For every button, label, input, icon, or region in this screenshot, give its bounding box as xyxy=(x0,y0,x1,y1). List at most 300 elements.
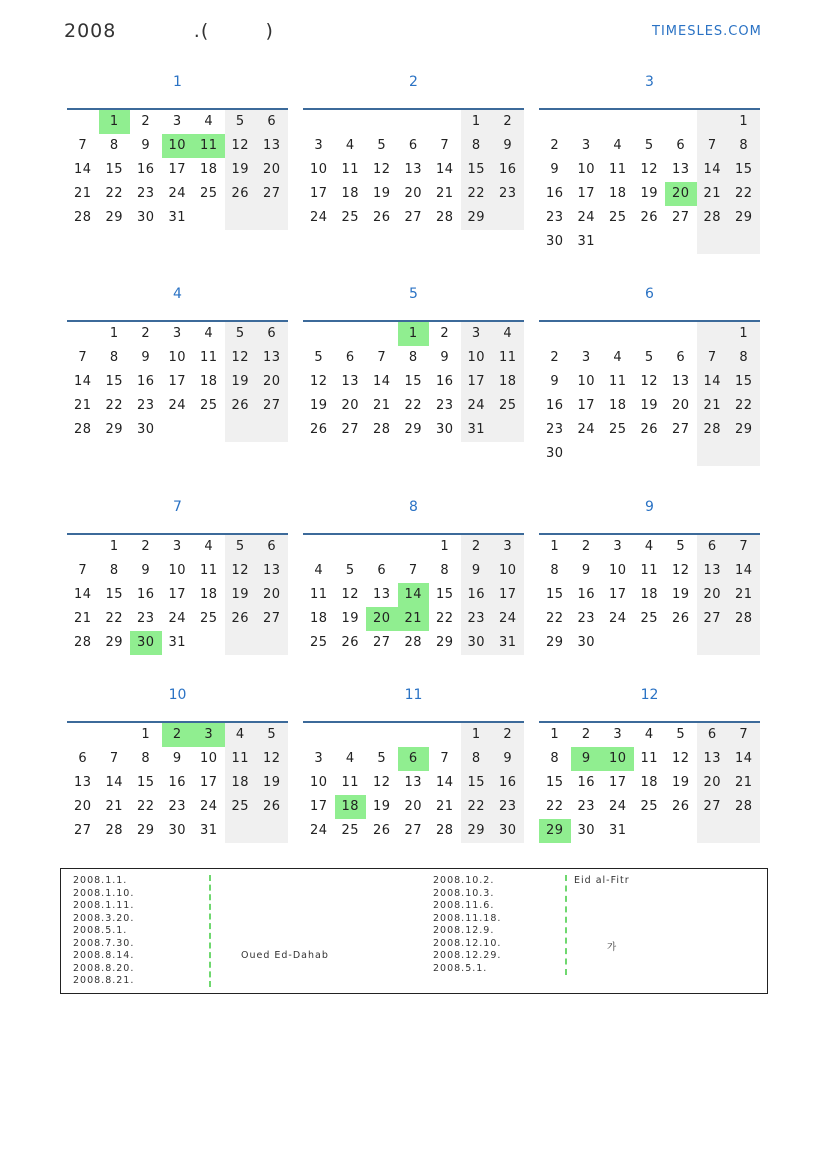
day-cell[interactable]: 17 xyxy=(309,186,328,201)
day-cell[interactable]: 2 xyxy=(581,727,591,742)
day-cell[interactable]: 24 xyxy=(461,394,493,418)
brand-logo[interactable]: TIMESLES.COM xyxy=(652,24,762,39)
day-cell[interactable]: 24 xyxy=(168,186,187,201)
day-cell[interactable]: 19 xyxy=(640,398,659,413)
day-cell[interactable]: 29 xyxy=(404,422,423,437)
day-cell[interactable]: 2 xyxy=(461,535,493,559)
day-cell[interactable]: 3 xyxy=(172,326,182,341)
day-cell[interactable]: 2 xyxy=(141,539,151,554)
day-cell[interactable]: 5 xyxy=(314,350,324,365)
day-cell[interactable]: 23 xyxy=(435,398,454,413)
day-cell[interactable]: 26 xyxy=(225,394,257,418)
day-cell[interactable]: 4 xyxy=(644,727,654,742)
day-cell[interactable]: 15 xyxy=(728,370,760,394)
day-cell[interactable]: 10 xyxy=(461,346,493,370)
day-cell[interactable]: 3 xyxy=(613,539,623,554)
day-cell[interactable]: 13 xyxy=(256,559,288,583)
day-cell[interactable]: 9 xyxy=(461,559,493,583)
day-cell[interactable]: 6 xyxy=(398,747,430,771)
day-cell[interactable]: 17 xyxy=(461,370,493,394)
day-cell[interactable]: 19 xyxy=(225,370,257,394)
day-cell[interactable]: 11 xyxy=(309,587,328,602)
day-cell[interactable]: 24 xyxy=(309,823,328,838)
day-cell[interactable]: 9 xyxy=(172,751,182,766)
day-cell[interactable]: 8 xyxy=(109,350,119,365)
day-cell[interactable]: 11 xyxy=(193,134,225,158)
day-cell[interactable]: 11 xyxy=(199,350,218,365)
day-cell[interactable]: 4 xyxy=(204,539,214,554)
day-cell[interactable]: 15 xyxy=(105,162,124,177)
day-cell[interactable]: 19 xyxy=(372,799,391,814)
day-cell[interactable]: 21 xyxy=(728,583,760,607)
day-cell[interactable]: 14 xyxy=(435,162,454,177)
day-cell[interactable]: 17 xyxy=(577,398,596,413)
day-cell[interactable]: 18 xyxy=(199,587,218,602)
day-cell[interactable]: 4 xyxy=(492,322,524,346)
day-cell[interactable]: 22 xyxy=(105,398,124,413)
day-cell[interactable]: 26 xyxy=(372,210,391,225)
day-cell[interactable]: 20 xyxy=(404,799,423,814)
day-cell[interactable]: 9 xyxy=(141,563,151,578)
day-cell[interactable]: 9 xyxy=(581,563,591,578)
day-cell[interactable]: 3 xyxy=(314,751,324,766)
day-cell[interactable]: 15 xyxy=(461,158,493,182)
day-cell[interactable]: 28 xyxy=(697,206,729,230)
day-cell[interactable]: 15 xyxy=(105,374,124,389)
day-cell[interactable]: 30 xyxy=(136,422,155,437)
day-cell[interactable]: 8 xyxy=(109,138,119,153)
day-cell[interactable]: 23 xyxy=(577,799,596,814)
day-cell[interactable]: 7 xyxy=(408,563,418,578)
day-cell[interactable]: 10 xyxy=(309,775,328,790)
day-cell[interactable]: 27 xyxy=(372,635,391,650)
day-cell[interactable]: 15 xyxy=(404,374,423,389)
day-cell[interactable]: 20 xyxy=(256,158,288,182)
day-cell[interactable]: 3 xyxy=(314,138,324,153)
day-cell[interactable]: 18 xyxy=(335,795,367,819)
day-cell[interactable]: 10 xyxy=(577,162,596,177)
day-cell[interactable]: 13 xyxy=(404,162,423,177)
day-cell[interactable]: 24 xyxy=(309,210,328,225)
day-cell[interactable]: 1 xyxy=(550,727,560,742)
day-cell[interactable]: 22 xyxy=(461,795,493,819)
day-cell[interactable]: 27 xyxy=(256,607,288,631)
day-cell[interactable]: 24 xyxy=(492,607,524,631)
day-cell[interactable]: 19 xyxy=(256,771,288,795)
day-cell[interactable]: 13 xyxy=(671,374,690,389)
day-cell[interactable]: 21 xyxy=(435,799,454,814)
day-cell[interactable]: 28 xyxy=(728,795,760,819)
day-cell[interactable]: 10 xyxy=(602,747,634,771)
day-cell[interactable]: 18 xyxy=(199,162,218,177)
day-cell[interactable]: 6 xyxy=(408,138,418,153)
day-cell[interactable]: 4 xyxy=(613,350,623,365)
day-cell[interactable]: 17 xyxy=(608,587,627,602)
day-cell[interactable]: 19 xyxy=(671,587,690,602)
day-cell[interactable]: 5 xyxy=(377,751,387,766)
day-cell[interactable]: 10 xyxy=(168,350,187,365)
day-cell[interactable]: 2 xyxy=(162,723,194,747)
day-cell[interactable]: 21 xyxy=(728,771,760,795)
day-cell[interactable]: 30 xyxy=(545,446,564,461)
day-cell[interactable]: 9 xyxy=(492,747,524,771)
day-cell[interactable]: 9 xyxy=(141,350,151,365)
day-cell[interactable]: 6 xyxy=(377,563,387,578)
day-cell[interactable]: 3 xyxy=(492,535,524,559)
day-cell[interactable]: 27 xyxy=(697,795,729,819)
day-cell[interactable]: 24 xyxy=(608,611,627,626)
day-cell[interactable]: 8 xyxy=(728,134,760,158)
day-cell[interactable]: 7 xyxy=(377,350,387,365)
day-cell[interactable]: 25 xyxy=(492,394,524,418)
day-cell[interactable]: 9 xyxy=(492,134,524,158)
day-cell[interactable]: 3 xyxy=(193,723,225,747)
day-cell[interactable]: 14 xyxy=(697,370,729,394)
day-cell[interactable]: 18 xyxy=(608,398,627,413)
day-cell[interactable]: 22 xyxy=(728,394,760,418)
day-cell[interactable]: 16 xyxy=(492,158,524,182)
day-cell[interactable]: 31 xyxy=(608,823,627,838)
day-cell[interactable]: 16 xyxy=(577,775,596,790)
day-cell[interactable]: 19 xyxy=(309,398,328,413)
day-cell[interactable]: 4 xyxy=(204,114,214,129)
day-cell[interactable]: 15 xyxy=(136,775,155,790)
day-cell[interactable]: 23 xyxy=(545,210,564,225)
day-cell[interactable]: 26 xyxy=(671,611,690,626)
day-cell[interactable]: 19 xyxy=(341,611,360,626)
day-cell[interactable]: 18 xyxy=(608,186,627,201)
day-cell[interactable]: 10 xyxy=(577,374,596,389)
day-cell[interactable]: 24 xyxy=(577,422,596,437)
day-cell[interactable]: 21 xyxy=(697,182,729,206)
day-cell[interactable]: 25 xyxy=(199,611,218,626)
day-cell[interactable]: 18 xyxy=(341,186,360,201)
day-cell[interactable]: 5 xyxy=(225,535,257,559)
day-cell[interactable]: 29 xyxy=(545,635,564,650)
day-cell[interactable]: 16 xyxy=(492,771,524,795)
day-cell[interactable]: 10 xyxy=(492,559,524,583)
day-cell[interactable]: 21 xyxy=(73,398,92,413)
day-cell[interactable]: 4 xyxy=(613,138,623,153)
day-cell[interactable]: 22 xyxy=(545,799,564,814)
day-cell[interactable]: 25 xyxy=(199,186,218,201)
day-cell[interactable]: 30 xyxy=(461,631,493,655)
day-cell[interactable]: 30 xyxy=(577,635,596,650)
day-cell[interactable]: 22 xyxy=(461,182,493,206)
day-cell[interactable]: 2 xyxy=(440,326,450,341)
day-cell[interactable]: 14 xyxy=(105,775,124,790)
day-cell[interactable]: 28 xyxy=(105,823,124,838)
day-cell[interactable]: 17 xyxy=(168,374,187,389)
day-cell[interactable]: 14 xyxy=(73,587,92,602)
day-cell[interactable]: 24 xyxy=(168,398,187,413)
day-cell[interactable]: 1 xyxy=(99,110,131,134)
day-cell[interactable]: 13 xyxy=(671,162,690,177)
day-cell[interactable]: 3 xyxy=(581,350,591,365)
day-cell[interactable]: 12 xyxy=(225,134,257,158)
day-cell[interactable]: 28 xyxy=(73,422,92,437)
day-cell[interactable]: 27 xyxy=(341,422,360,437)
day-cell[interactable]: 15 xyxy=(545,587,564,602)
day-cell[interactable]: 26 xyxy=(225,607,257,631)
day-cell[interactable]: 10 xyxy=(199,751,218,766)
day-cell[interactable]: 16 xyxy=(545,186,564,201)
day-cell[interactable]: 16 xyxy=(545,398,564,413)
day-cell[interactable]: 26 xyxy=(372,823,391,838)
day-cell[interactable]: 21 xyxy=(398,607,430,631)
day-cell[interactable]: 18 xyxy=(199,374,218,389)
day-cell[interactable]: 17 xyxy=(577,186,596,201)
day-cell[interactable]: 27 xyxy=(73,823,92,838)
day-cell[interactable]: 9 xyxy=(440,350,450,365)
day-cell[interactable]: 19 xyxy=(640,186,659,201)
day-cell[interactable]: 29 xyxy=(105,422,124,437)
day-cell[interactable]: 17 xyxy=(309,799,328,814)
day-cell[interactable]: 15 xyxy=(545,775,564,790)
day-cell[interactable]: 23 xyxy=(577,611,596,626)
day-cell[interactable]: 29 xyxy=(435,635,454,650)
day-cell[interactable]: 26 xyxy=(640,422,659,437)
day-cell[interactable]: 14 xyxy=(697,158,729,182)
day-cell[interactable]: 22 xyxy=(105,186,124,201)
day-cell[interactable]: 25 xyxy=(640,611,659,626)
day-cell[interactable]: 6 xyxy=(256,535,288,559)
day-cell[interactable]: 29 xyxy=(728,418,760,442)
day-cell[interactable]: 12 xyxy=(372,775,391,790)
day-cell[interactable]: 13 xyxy=(256,346,288,370)
day-cell[interactable]: 20 xyxy=(697,583,729,607)
day-cell[interactable]: 29 xyxy=(461,206,493,230)
day-cell[interactable]: 25 xyxy=(608,422,627,437)
day-cell[interactable]: 18 xyxy=(492,370,524,394)
day-cell[interactable]: 28 xyxy=(73,210,92,225)
day-cell[interactable]: 6 xyxy=(78,751,88,766)
day-cell[interactable]: 7 xyxy=(78,350,88,365)
day-cell[interactable]: 4 xyxy=(345,751,355,766)
day-cell[interactable]: 10 xyxy=(608,563,627,578)
day-cell[interactable]: 14 xyxy=(73,374,92,389)
day-cell[interactable]: 1 xyxy=(109,326,119,341)
day-cell[interactable]: 9 xyxy=(550,374,560,389)
day-cell[interactable]: 16 xyxy=(136,587,155,602)
day-cell[interactable]: 1 xyxy=(398,322,430,346)
day-cell[interactable]: 19 xyxy=(225,583,257,607)
day-cell[interactable]: 5 xyxy=(644,350,654,365)
day-cell[interactable]: 18 xyxy=(640,587,659,602)
day-cell[interactable]: 14 xyxy=(398,583,430,607)
day-cell[interactable]: 13 xyxy=(73,775,92,790)
day-cell[interactable]: 30 xyxy=(130,631,162,655)
day-cell[interactable]: 7 xyxy=(697,134,729,158)
day-cell[interactable]: 2 xyxy=(141,114,151,129)
day-cell[interactable]: 11 xyxy=(608,162,627,177)
day-cell[interactable]: 13 xyxy=(256,134,288,158)
day-cell[interactable]: 1 xyxy=(461,723,493,747)
day-cell[interactable]: 31 xyxy=(168,210,187,225)
day-cell[interactable]: 8 xyxy=(550,563,560,578)
day-cell[interactable]: 5 xyxy=(225,322,257,346)
day-cell[interactable]: 5 xyxy=(676,727,686,742)
day-cell[interactable]: 27 xyxy=(671,210,690,225)
day-cell[interactable]: 6 xyxy=(256,322,288,346)
day-cell[interactable]: 31 xyxy=(577,234,596,249)
day-cell[interactable]: 28 xyxy=(728,607,760,631)
day-cell[interactable]: 23 xyxy=(492,795,524,819)
day-cell[interactable]: 4 xyxy=(225,723,257,747)
day-cell[interactable]: 31 xyxy=(199,823,218,838)
day-cell[interactable]: 1 xyxy=(728,322,760,346)
day-cell[interactable]: 17 xyxy=(168,587,187,602)
day-cell[interactable]: 1 xyxy=(109,539,119,554)
day-cell[interactable]: 12 xyxy=(372,162,391,177)
day-cell[interactable]: 22 xyxy=(105,611,124,626)
day-cell[interactable]: 4 xyxy=(644,539,654,554)
day-cell[interactable]: 7 xyxy=(440,138,450,153)
day-cell[interactable]: 17 xyxy=(168,162,187,177)
day-cell[interactable]: 3 xyxy=(461,322,493,346)
day-cell[interactable]: 25 xyxy=(225,795,257,819)
day-cell[interactable]: 6 xyxy=(345,350,355,365)
day-cell[interactable]: 19 xyxy=(372,186,391,201)
day-cell[interactable]: 12 xyxy=(225,559,257,583)
day-cell[interactable]: 23 xyxy=(136,398,155,413)
day-cell[interactable]: 19 xyxy=(225,158,257,182)
day-cell[interactable]: 7 xyxy=(78,138,88,153)
day-cell[interactable]: 4 xyxy=(314,563,324,578)
day-cell[interactable]: 29 xyxy=(136,823,155,838)
day-cell[interactable]: 27 xyxy=(671,422,690,437)
day-cell[interactable]: 31 xyxy=(168,635,187,650)
day-cell[interactable]: 18 xyxy=(225,771,257,795)
day-cell[interactable]: 21 xyxy=(697,394,729,418)
day-cell[interactable]: 12 xyxy=(671,751,690,766)
day-cell[interactable]: 1 xyxy=(461,110,493,134)
day-cell[interactable]: 21 xyxy=(73,611,92,626)
day-cell[interactable]: 25 xyxy=(309,635,328,650)
day-cell[interactable]: 31 xyxy=(461,418,493,442)
day-cell[interactable]: 29 xyxy=(105,635,124,650)
day-cell[interactable]: 22 xyxy=(545,611,564,626)
day-cell[interactable]: 14 xyxy=(435,775,454,790)
day-cell[interactable]: 12 xyxy=(225,346,257,370)
day-cell[interactable]: 31 xyxy=(492,631,524,655)
day-cell[interactable]: 29 xyxy=(728,206,760,230)
day-cell[interactable]: 1 xyxy=(440,539,450,554)
day-cell[interactable]: 7 xyxy=(109,751,119,766)
day-cell[interactable]: 17 xyxy=(199,775,218,790)
day-cell[interactable]: 27 xyxy=(256,182,288,206)
day-cell[interactable]: 30 xyxy=(136,210,155,225)
day-cell[interactable]: 5 xyxy=(377,138,387,153)
day-cell[interactable]: 23 xyxy=(545,422,564,437)
day-cell[interactable]: 14 xyxy=(728,747,760,771)
day-cell[interactable]: 13 xyxy=(341,374,360,389)
day-cell[interactable]: 28 xyxy=(697,418,729,442)
day-cell[interactable]: 2 xyxy=(581,539,591,554)
day-cell[interactable]: 3 xyxy=(613,727,623,742)
day-cell[interactable]: 22 xyxy=(404,398,423,413)
day-cell[interactable]: 21 xyxy=(73,186,92,201)
day-cell[interactable]: 25 xyxy=(608,210,627,225)
day-cell[interactable]: 4 xyxy=(345,138,355,153)
day-cell[interactable]: 4 xyxy=(204,326,214,341)
day-cell[interactable]: 27 xyxy=(404,823,423,838)
day-cell[interactable]: 9 xyxy=(141,138,151,153)
day-cell[interactable]: 5 xyxy=(225,110,257,134)
day-cell[interactable]: 8 xyxy=(728,346,760,370)
day-cell[interactable]: 18 xyxy=(640,775,659,790)
day-cell[interactable]: 30 xyxy=(435,422,454,437)
day-cell[interactable]: 15 xyxy=(461,771,493,795)
day-cell[interactable]: 6 xyxy=(676,350,686,365)
day-cell[interactable]: 30 xyxy=(545,234,564,249)
day-cell[interactable]: 1 xyxy=(728,110,760,134)
day-cell[interactable]: 20 xyxy=(256,370,288,394)
day-cell[interactable]: 3 xyxy=(172,114,182,129)
day-cell[interactable]: 6 xyxy=(676,138,686,153)
day-cell[interactable]: 8 xyxy=(109,563,119,578)
day-cell[interactable]: 28 xyxy=(435,823,454,838)
day-cell[interactable]: 5 xyxy=(345,563,355,578)
day-cell[interactable]: 20 xyxy=(73,799,92,814)
day-cell[interactable]: 27 xyxy=(404,210,423,225)
day-cell[interactable]: 8 xyxy=(461,747,493,771)
day-cell[interactable]: 20 xyxy=(404,186,423,201)
day-cell[interactable]: 11 xyxy=(225,747,257,771)
day-cell[interactable]: 2 xyxy=(492,110,524,134)
day-cell[interactable]: 10 xyxy=(168,563,187,578)
day-cell[interactable]: 14 xyxy=(728,559,760,583)
day-cell[interactable]: 28 xyxy=(435,210,454,225)
day-cell[interactable]: 2 xyxy=(550,350,560,365)
day-cell[interactable]: 12 xyxy=(309,374,328,389)
day-cell[interactable]: 23 xyxy=(168,799,187,814)
day-cell[interactable]: 15 xyxy=(105,587,124,602)
day-cell[interactable]: 5 xyxy=(256,723,288,747)
day-cell[interactable]: 24 xyxy=(608,799,627,814)
day-cell[interactable]: 28 xyxy=(73,635,92,650)
day-cell[interactable]: 16 xyxy=(461,583,493,607)
day-cell[interactable]: 24 xyxy=(199,799,218,814)
day-cell[interactable]: 20 xyxy=(697,771,729,795)
day-cell[interactable]: 7 xyxy=(728,535,760,559)
day-cell[interactable]: 11 xyxy=(608,374,627,389)
day-cell[interactable]: 25 xyxy=(640,799,659,814)
day-cell[interactable]: 17 xyxy=(608,775,627,790)
day-cell[interactable]: 15 xyxy=(435,587,454,602)
day-cell[interactable]: 29 xyxy=(461,819,493,843)
day-cell[interactable]: 13 xyxy=(404,775,423,790)
day-cell[interactable]: 3 xyxy=(581,138,591,153)
day-cell[interactable]: 7 xyxy=(440,751,450,766)
day-cell[interactable]: 13 xyxy=(697,559,729,583)
day-cell[interactable]: 8 xyxy=(550,751,560,766)
day-cell[interactable]: 26 xyxy=(671,799,690,814)
day-cell[interactable]: 1 xyxy=(550,539,560,554)
day-cell[interactable]: 20 xyxy=(341,398,360,413)
day-cell[interactable]: 27 xyxy=(256,394,288,418)
day-cell[interactable]: 30 xyxy=(168,823,187,838)
day-cell[interactable]: 18 xyxy=(309,611,328,626)
day-cell[interactable]: 12 xyxy=(640,162,659,177)
day-cell[interactable]: 17 xyxy=(492,583,524,607)
day-cell[interactable]: 2 xyxy=(492,723,524,747)
day-cell[interactable]: 20 xyxy=(671,398,690,413)
day-cell[interactable]: 21 xyxy=(372,398,391,413)
day-cell[interactable]: 30 xyxy=(492,819,524,843)
day-cell[interactable]: 26 xyxy=(309,422,328,437)
day-cell[interactable]: 3 xyxy=(172,539,182,554)
